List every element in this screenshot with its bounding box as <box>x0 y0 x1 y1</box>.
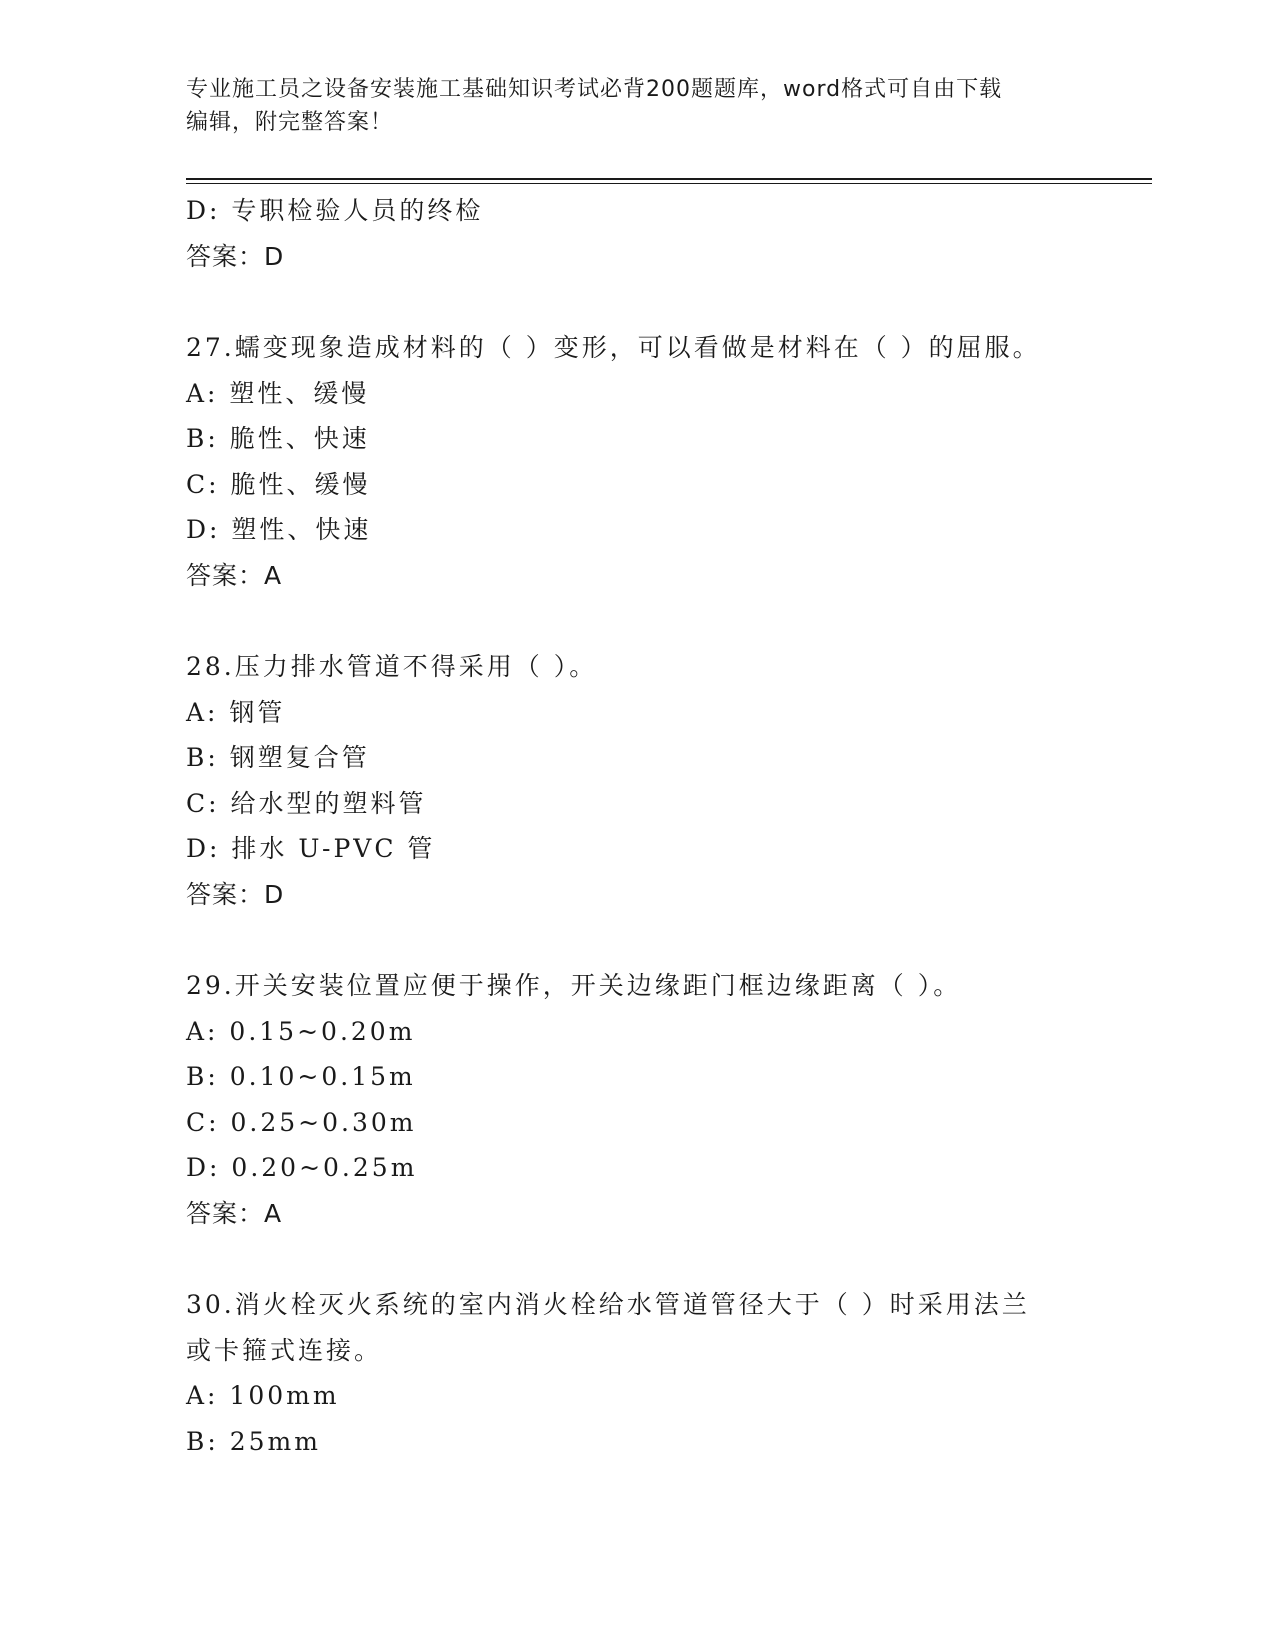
question-27 <box>186 325 1066 598</box>
option-d: D: 0.20~0.25m <box>186 1153 418 1182</box>
option-a: A: 塑性、缓慢 <box>186 378 370 408</box>
option-c: C: 给水型的塑料管 <box>186 788 427 818</box>
spacer <box>186 917 1066 963</box>
prev-answer: 答案：D <box>186 241 285 271</box>
document-header <box>186 73 1066 139</box>
answer: 答案：A <box>186 1198 283 1228</box>
option-c: C: 0.25~0.30m <box>186 1107 417 1137</box>
question-stem: 29.开关安装位置应便于操作，开关边缘距门框边缘距离（ ）。 <box>186 971 962 1000</box>
question-30 <box>186 1282 1066 1464</box>
option-a: A: 0.15~0.20m <box>186 1016 416 1046</box>
question-28 <box>186 644 1066 917</box>
page-content <box>186 188 1066 1464</box>
header-divider-thin <box>186 183 1152 184</box>
header-divider-thick <box>186 178 1152 180</box>
option-b: B: 脆性、快速 <box>186 424 370 453</box>
question-29 <box>186 963 1066 1236</box>
header-line-2: 编辑，附完整答案！ <box>186 110 394 135</box>
prev-option-d: D: 专职检验人员的终检 <box>186 196 484 225</box>
question-stem: 27.蠕变现象造成材料的（ ）变形，可以看做是材料在（ ）的屈服。 <box>186 333 1041 362</box>
spacer <box>186 1236 1066 1282</box>
spacer <box>186 279 1066 325</box>
option-c: C: 脆性、缓慢 <box>186 469 371 499</box>
answer: 答案：A <box>186 560 283 590</box>
option-a: A: 100mm <box>186 1381 340 1410</box>
question-stem-line-2: 或卡箍式连接。 <box>186 1335 383 1365</box>
header-line-1: 专业施工员之设备安装施工基础知识考试必背200题题库，word格式可自由下载 <box>186 77 1003 102</box>
option-d: D: 塑性、快速 <box>186 515 372 544</box>
question-stem-line-1: 30.消火栓灭火系统的室内消火栓给水管道管径大于（ ）时采用法兰 <box>186 1290 1030 1319</box>
spacer <box>186 598 1066 644</box>
option-d: D: 排水 U-PVC 管 <box>186 834 436 863</box>
option-b: B: 0.10~0.15m <box>186 1062 416 1091</box>
option-a: A: 钢管 <box>186 697 286 727</box>
option-b: B: 钢塑复合管 <box>186 743 370 772</box>
question-stem: 28.压力排水管道不得采用（ ）。 <box>186 652 598 681</box>
answer: 答案：D <box>186 879 285 909</box>
option-b: B: 25mm <box>186 1426 321 1456</box>
